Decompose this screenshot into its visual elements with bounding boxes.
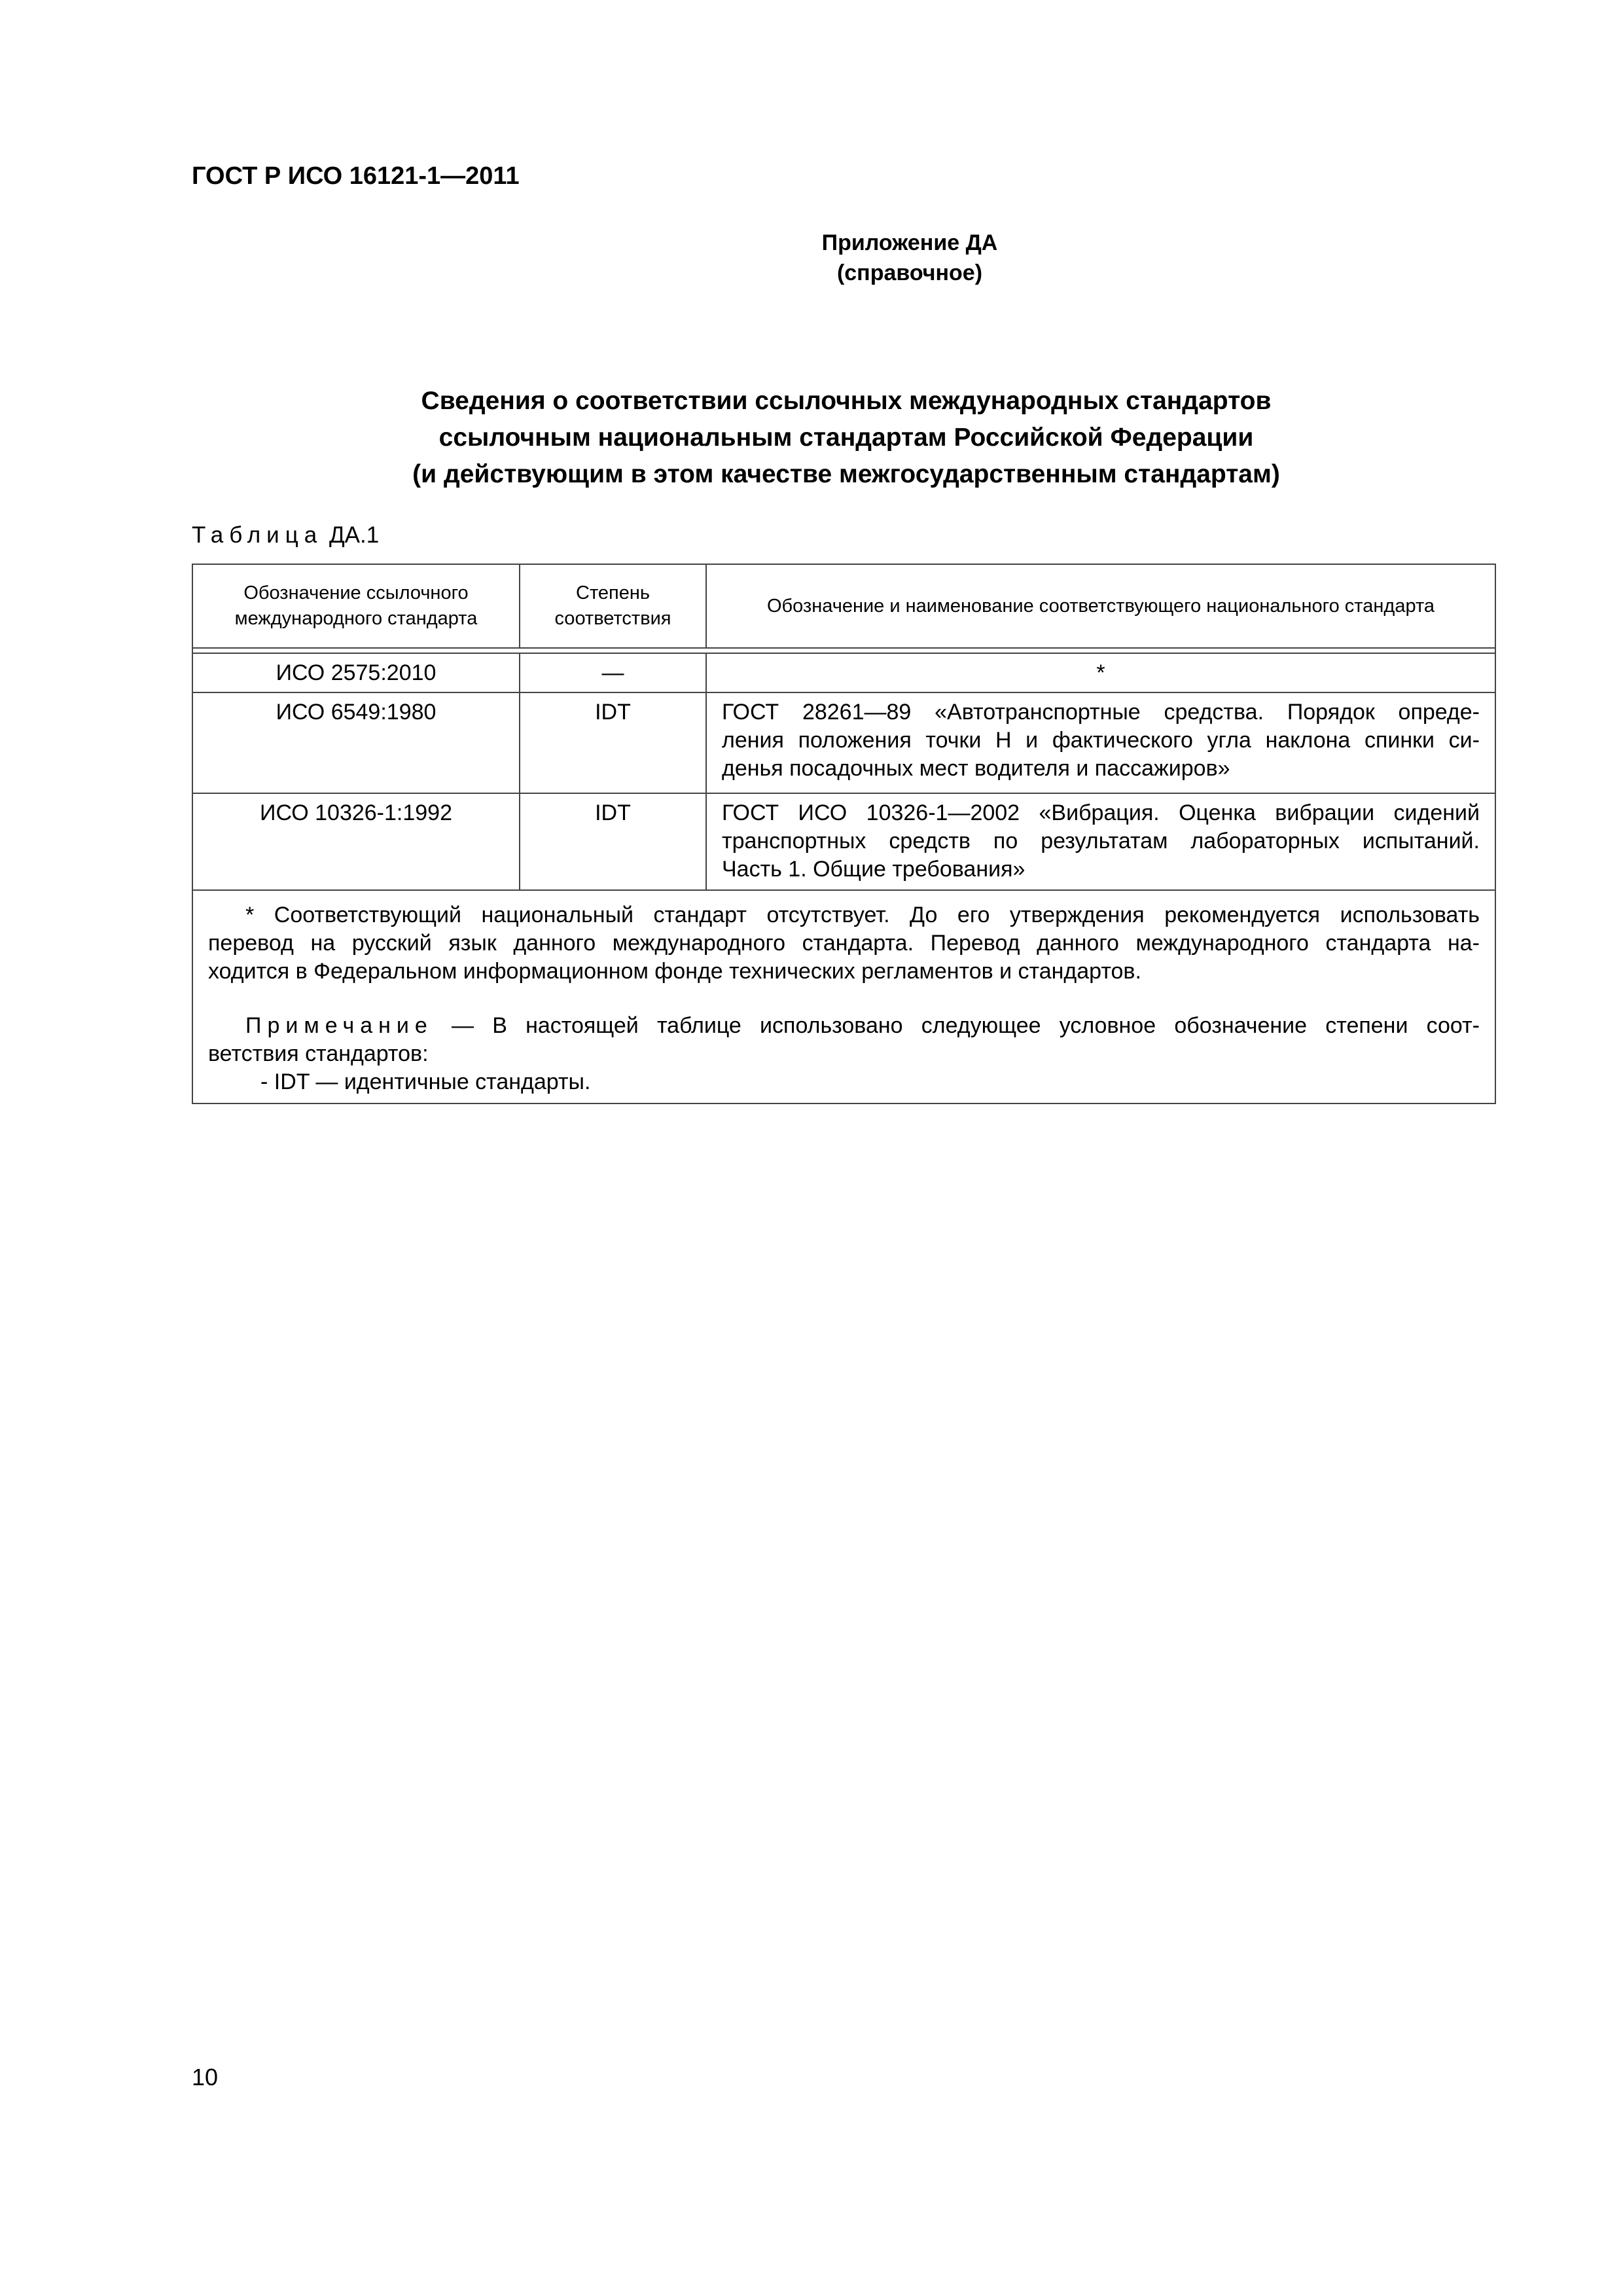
table-row <box>193 654 1495 693</box>
note-line: ветствия стандартов: <box>208 1041 429 1066</box>
document-code: ГОСТ Р ИСО 16121-1—2011 <box>192 162 520 190</box>
note-paragraph <box>208 1012 1480 1096</box>
main-title <box>192 383 1501 493</box>
table-label-number: ДА.1 <box>329 522 380 548</box>
table-footnote <box>193 889 1495 1103</box>
national-standard-cell <box>707 693 1495 793</box>
national-standard-line: денья посадочных мест водителя и пассажиров» <box>722 756 1230 781</box>
standards-table <box>192 564 1496 1104</box>
note-text: — В настоящей таблице использовано следующее условное обозначение степени соот- <box>433 1013 1480 1038</box>
main-title-line: ссылочным национальным стандартам Российской Федерации <box>438 423 1254 452</box>
header-intl-standard: Обозначение ссылочного международного стандарта <box>193 565 520 647</box>
footnote-line: * Соответствующий национальный стандарт отсутствует. До его утверждения рекомендуется использовать <box>245 903 1480 927</box>
national-standard-line: ГОСТ ИСО 10326-1—2002 «Вибрация. Оценка вибрации сидений <box>722 800 1480 825</box>
intl-standard-cell: ИСО 6549:1980 <box>193 693 520 793</box>
national-standard-line: ГОСТ 28261—89 «Автотранспортные средства. Порядок опреде- <box>722 700 1480 725</box>
page-number: 10 <box>192 2064 219 2090</box>
note-word: Примечание <box>245 1013 433 1038</box>
intl-standard-cell: ИСО 10326-1:1992 <box>193 794 520 889</box>
intl-standard-cell: ИСО 2575:2010 <box>193 654 520 692</box>
header-degree: Степень соответствия <box>520 565 707 647</box>
header-national-standard: Обозначение и наименование соответствующего национального стандарта <box>766 595 1435 617</box>
degree-cell: IDT <box>520 693 707 793</box>
national-standard-cell: * <box>1096 660 1105 685</box>
note-line <box>208 1012 1480 1040</box>
header-double-rule <box>193 649 1495 654</box>
table-label-word: Таблица <box>192 522 323 548</box>
national-standard-line: Часть 1. Общие требования» <box>722 857 1026 882</box>
appendix-type: (справочное) <box>836 260 983 285</box>
degree-cell: IDT <box>520 794 707 889</box>
table-row <box>193 693 1495 794</box>
footnote-line: ходится в Федеральном информационном фонде технических регламентов и стандартов. <box>208 959 1141 984</box>
national-standard-line: транспортных средств по результатам лабораторных испытаний. <box>722 829 1480 853</box>
appendix-title: Приложение ДА <box>821 230 998 255</box>
main-title-line: Сведения о соответствии ссылочных международных стандартов <box>421 387 1272 415</box>
national-standard-cell <box>707 794 1495 889</box>
table-header-row <box>193 565 1495 649</box>
table-label <box>192 522 379 548</box>
degree-cell: — <box>520 654 707 692</box>
footnote-line: перевод на русский язык данного международного стандарта. Перевод данного международного стандарта на- <box>208 931 1480 956</box>
note-line: - IDT — идентичные стандарты. <box>260 1069 591 1094</box>
table-row <box>193 794 1495 889</box>
footnote-paragraph <box>208 901 1480 986</box>
main-title-line: (и действующим в этом качестве межгосударственным стандартам) <box>412 460 1280 488</box>
national-standard-line: ления положения точки Н и фактического угла наклона спинки си- <box>722 728 1480 753</box>
